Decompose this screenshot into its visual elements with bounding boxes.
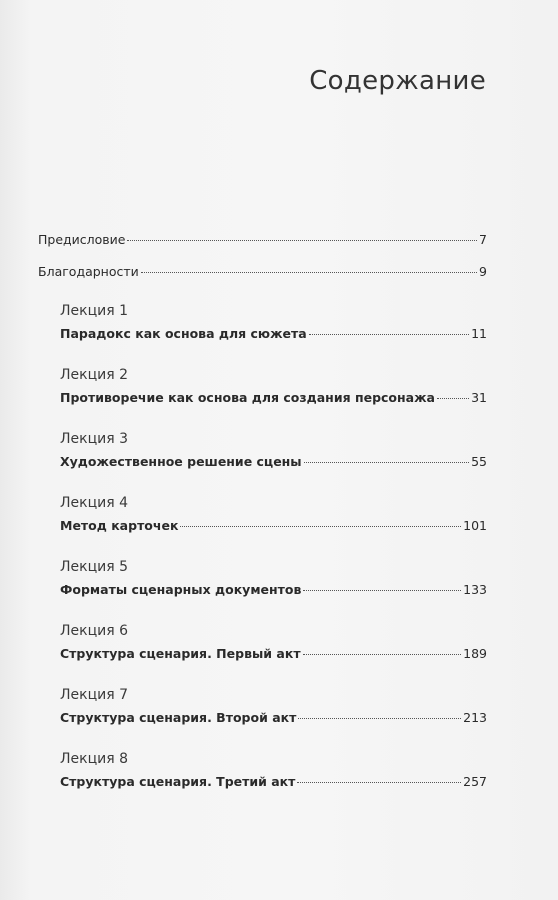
lecture-heading: Лекция 5 [60,559,129,575]
dot-leader [127,240,477,241]
dot-leader [297,782,461,783]
dot-leader [180,526,461,527]
toc-entry[interactable] [60,582,487,598]
toc-entry-label: Форматы сценарных документов [60,582,302,597]
toc-entry[interactable] [60,326,487,342]
toc-page-number: 213 [463,710,487,725]
toc-entry[interactable] [60,710,487,726]
toc-entry-foreword[interactable] [38,232,487,248]
lecture-heading: Лекция 7 [60,687,129,703]
toc-lecture-8 [60,750,487,790]
toc-lecture-5 [60,558,487,598]
toc-entry-label: Структура сценария. Второй акт [60,710,297,725]
toc-entry-acknowledgements[interactable] [38,264,487,280]
toc-entry-label: Структура сценария. Третий акт [60,774,296,789]
toc-page-number: 55 [471,454,487,469]
toc-entry[interactable] [60,390,487,406]
dot-leader [141,272,477,273]
table-of-contents [38,232,487,790]
dot-leader [303,654,462,655]
toc-page-number: 11 [471,326,487,341]
lecture-heading: Лекция 4 [60,495,129,511]
toc-page-number: 9 [479,264,487,279]
toc-entry-label: Парадокс как основа для сюжета [60,326,307,341]
toc-entry[interactable] [60,646,487,662]
toc-page-number: 133 [463,582,487,597]
toc-entry-label: Структура сценария. Первый акт [60,646,301,661]
toc-entry-label: Метод карточек [60,518,179,533]
toc-entry[interactable] [60,518,487,534]
toc-entry[interactable] [60,774,487,790]
toc-lecture-7 [60,686,487,726]
toc-lecture-3 [60,430,487,470]
toc-entry-label: Художественное решение сцены [60,454,302,469]
page-title: Содержание [309,66,486,96]
toc-page-number: 101 [463,518,487,533]
dot-leader [303,590,461,591]
lecture-heading: Лекция 6 [60,623,129,639]
toc-entry[interactable] [60,454,487,470]
lecture-heading: Лекция 8 [60,751,129,767]
toc-page-number: 189 [463,646,487,661]
toc-lecture-1 [60,302,487,342]
toc-page-number: 7 [479,232,487,247]
dot-leader [304,462,469,463]
dot-leader [298,718,461,719]
toc-entry-label: Предисловие [38,232,126,247]
toc-entry-label: Противоречие как основа для создания персонажа [60,390,435,405]
dot-leader [309,334,469,335]
lecture-heading: Лекция 1 [60,303,129,319]
toc-entry-label: Благодарности [38,264,139,279]
toc-lecture-2 [60,366,487,406]
toc-page-number: 31 [471,390,487,405]
toc-page-number: 257 [463,774,487,789]
dot-leader [437,398,469,399]
toc-lecture-4 [60,494,487,534]
lecture-heading: Лекция 3 [60,431,129,447]
toc-lecture-6 [60,622,487,662]
lecture-heading: Лекция 2 [60,367,129,383]
